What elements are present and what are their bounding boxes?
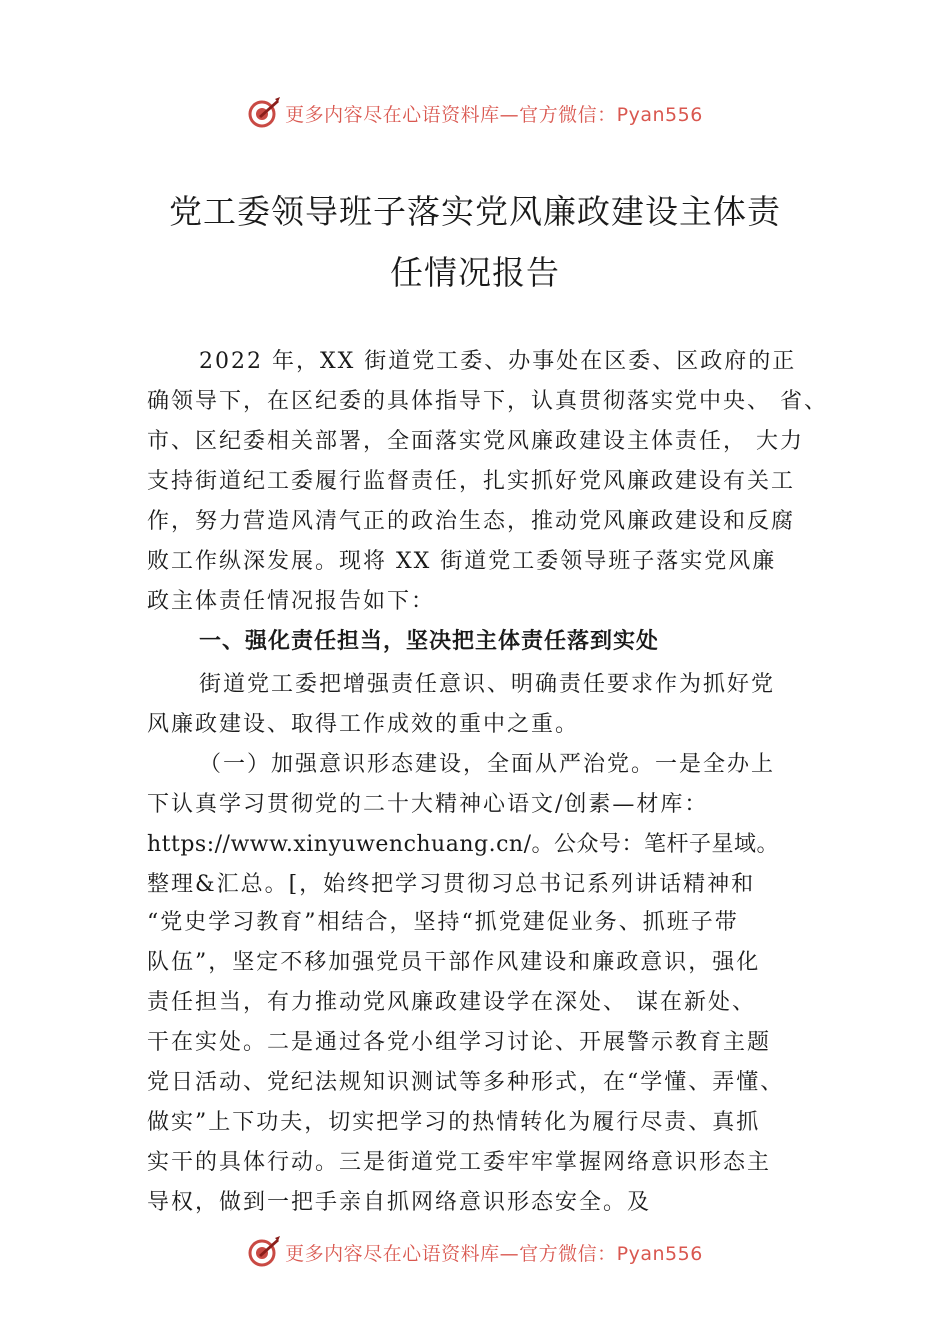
document-title-line-1: 党工委领导班子落实党风廉政建设主体责 xyxy=(169,192,781,231)
body-line: 干在实处。二是通过各党小组学习讨论、开展警示教育主题 xyxy=(147,1030,772,1055)
body-line: 风廉政建设、取得工作成效的重中之重。 xyxy=(147,712,580,737)
body-line: 下认真学习贯彻党的二十大精神心语文/创素—材库： xyxy=(147,792,709,817)
banner-text: 更多内容尽在心语资料库—官方微信：Pyan556 xyxy=(285,1242,703,1265)
body-line: 做实”上下功夫，切实把学习的热情转化为履行尽责、真抓 xyxy=(147,1110,761,1135)
body-line: 支持街道纪工委履行监督责任，扎实抓好党风廉政建设有关工 xyxy=(147,469,796,494)
body-line: 队伍”，坚定不移加强党员干部作风建设和廉政意识，强化 xyxy=(147,950,761,975)
footer-banner xyxy=(0,1232,950,1272)
body-line: （一）加强意识形态建设，全面从严治党。一是全办上 xyxy=(199,752,776,777)
body-line: 市、区纪委相关部署，全面落实党风廉政建设主体责任， 大力 xyxy=(147,429,804,454)
body-line: “党史学习教育”相结合，坚持“抓党建促业务、抓班子带 xyxy=(147,910,739,935)
body-line: 街道党工委把增强责任意识、明确责任要求作为抓好党 xyxy=(199,672,776,697)
body-line: 败工作纵深发展。现将 XX 街道党工委领导班子落实党风廉 xyxy=(147,549,777,574)
body-line: 政主体责任情况报告如下： xyxy=(147,589,436,614)
pen-logo-icon xyxy=(247,1235,281,1269)
body-line: 责任担当，有力推动党风廉政建设学在深处、 谋在新处、 xyxy=(147,990,756,1015)
document-title-line-2: 任情况报告 xyxy=(390,253,560,292)
pen-logo-icon xyxy=(247,96,281,130)
body-line: 确领导下，在区纪委的具体指导下，认真贯彻落实党中央、 省、 xyxy=(147,389,828,414)
body-line: https://www.xinyuwenchuang.cn/。公众号：笔杆子星域。 xyxy=(147,832,779,857)
body-line: 整理&汇总。[，始终把学习贯彻习总书记系列讲话精神和 xyxy=(147,872,756,897)
header-banner xyxy=(0,93,950,133)
body-line: 党日活动、党纪法规知识测试等多种形式，在“学懂、弄懂、 xyxy=(147,1070,785,1095)
section-heading: 一、强化责任担当，坚决把主体责任落到实处 xyxy=(199,629,660,654)
body-line: 导权，做到一把手亲自抓网络意识形态安全。及 xyxy=(147,1190,652,1215)
body-line: 实干的具体行动。三是街道党工委牢牢掌握网络意识形态主 xyxy=(147,1150,772,1175)
banner-text: 更多内容尽在心语资料库—官方微信：Pyan556 xyxy=(285,103,703,126)
body-line: 2022 年，XX 街道党工委、办事处在区委、区政府的正 xyxy=(199,349,797,374)
body-line: 作，努力营造风清气正的政治生态，推动党风廉政建设和反腐 xyxy=(147,509,796,534)
